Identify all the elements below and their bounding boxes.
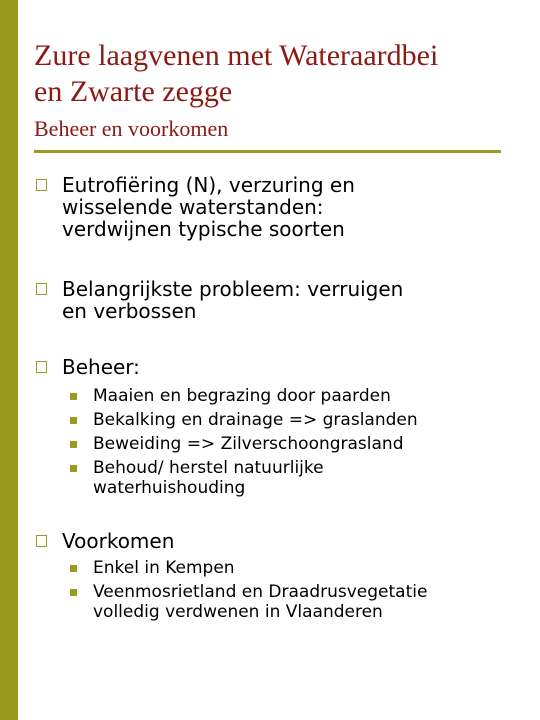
slide-subtitle: Beheer en voorkomen [34, 116, 229, 141]
bullet-text: Eutrofiëring (N), verzuring en wisselende waterstanden: verdwijnen typische soorten [62, 173, 355, 241]
sub-bullet-text: Veenmosrietland en Draadrusvegetatie volledig verdwenen in Vlaanderen [93, 582, 428, 622]
square-bullet-icon [36, 283, 47, 295]
square-bullet-icon [36, 361, 47, 373]
bullet-text: Belangrijkste probleem: verruigen en verbossen [62, 277, 404, 323]
title-divider [34, 150, 501, 153]
square-sub-bullet-icon [70, 565, 77, 572]
sub-bullet-text: Bekalking en drainage => graslanden [93, 410, 418, 430]
bullet-text: Beheer: [62, 355, 140, 379]
square-sub-bullet-icon [70, 441, 77, 448]
sub-bullet-text: Beweiding => Zilverschoongrasland [93, 434, 404, 454]
slide-title: Zure laagvenen met Wateraardbei en Zwarte zegge [34, 39, 439, 108]
sub-bullet-text: Behoud/ herstel natuurlijke waterhuishouding [93, 458, 324, 498]
square-sub-bullet-icon [70, 589, 77, 596]
bullet-text: Voorkomen [62, 529, 175, 553]
sub-bullet-text: Enkel in Kempen [93, 558, 235, 578]
square-bullet-icon [36, 179, 47, 191]
square-sub-bullet-icon [70, 465, 77, 472]
square-sub-bullet-icon [70, 417, 77, 424]
accent-sidebar [0, 0, 18, 720]
square-bullet-icon [36, 535, 47, 547]
sub-bullet-text: Maaien en begrazing door paarden [93, 386, 391, 406]
square-sub-bullet-icon [70, 393, 77, 400]
